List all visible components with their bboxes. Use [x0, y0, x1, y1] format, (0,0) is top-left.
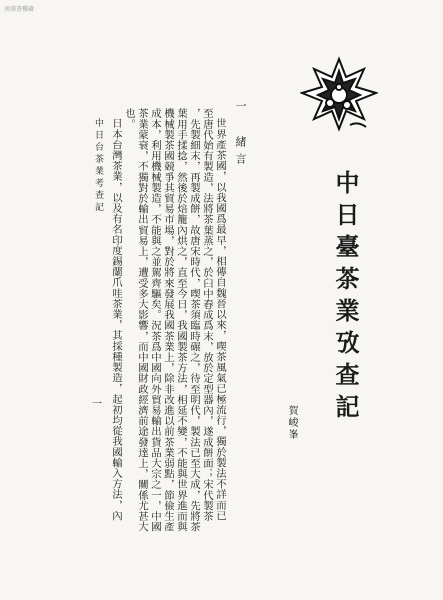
tea-blossom-emblem-icon: [300, 55, 378, 137]
body-column: 至唐代始有製造，法將茶葉蒸之，於臼中舂成爲末，放於定型器內，遂成餅面；宋代製茶: [201, 108, 213, 522]
document-title: 中日臺茶業攷查記: [331, 170, 359, 426]
body-column: 成本，利用機械製造，不能與之並駕齊驅矣。況茶爲中國向外貿易輸出貨品大宗之一，中國: [149, 108, 161, 532]
watermark-stamp: 南浦書樓藏: [4, 6, 35, 13]
author-name: 賀峻峯: [286, 405, 297, 441]
body-column: 機械製茶國競爭其貿易市場，對於將來發展我國茶業上，除非改進以前茶業弱點，節儉生產: [162, 108, 174, 532]
body-column: 茶業蒙衰，不獨對於輸出貿易上，遭受多大影響，而中國財政經濟前途發達上，關係尤甚大: [136, 108, 148, 532]
section-heading: 一 緒言: [234, 100, 247, 170]
body-column: ，先製細末，再製成餅，故唐宋時代，喫茶須臨時碾之，待至明代，製法已至大成，先將茶: [188, 108, 200, 532]
page-number: 一: [92, 399, 102, 410]
body-column: 葉用手揉捻，然後於焙籠內烘之，直至今日，我國製茶方法，相延不變，不能與世界進而與: [175, 108, 187, 532]
body-column: 世界產茶國，以我國爲最早，相傳自魏晉以來，喫茶風氣已極流行，獨於製法不詳而已: [214, 118, 226, 521]
body-column: 也。: [123, 108, 135, 130]
body-column: 日本台灣茶業，以及有名印度錫蘭爪哇茶業，其採種製造，起初均從我國輸入方法，內: [110, 118, 122, 521]
running-header: 中日台茶業考查記: [93, 118, 103, 214]
